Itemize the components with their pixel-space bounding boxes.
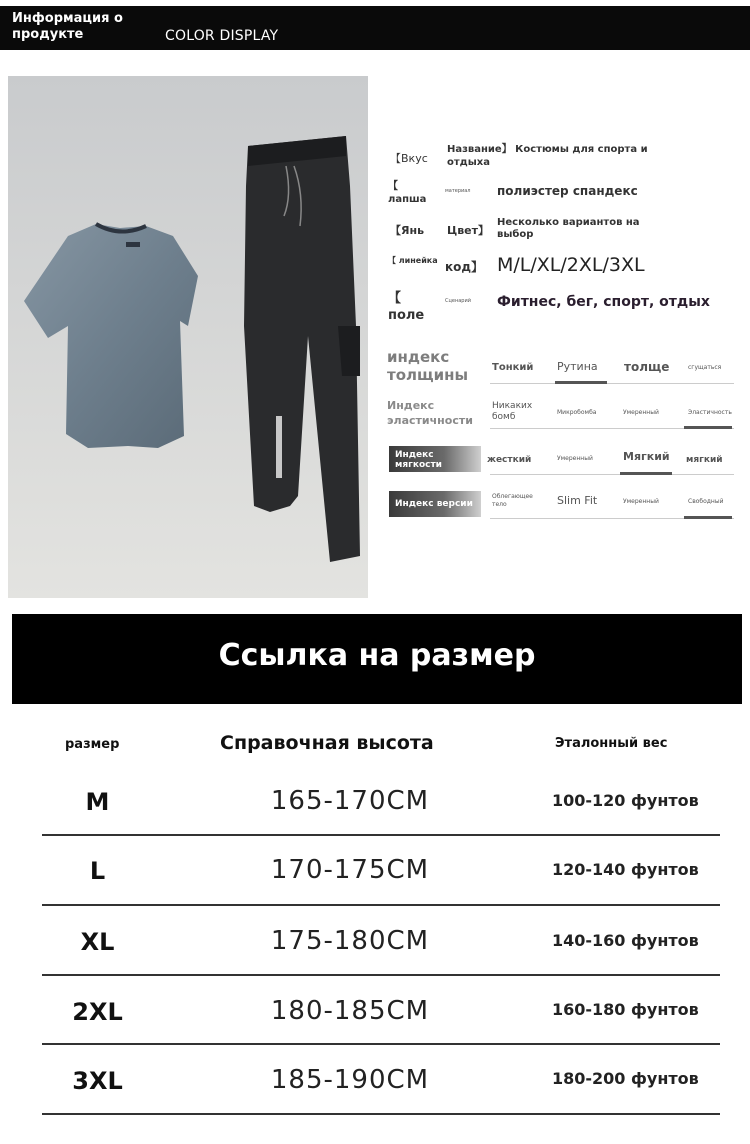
spec-row3-right: Несколько вариантов на выбор [497, 217, 640, 240]
row-weight-xl: 140-160 фунтов [552, 931, 699, 950]
size-reference-title: Ссылка на размер [218, 638, 536, 673]
row-size-xl: XL [80, 928, 115, 956]
header-title: Информация о продукте [12, 11, 123, 42]
size-reference-banner [12, 614, 742, 704]
thickness-track [490, 383, 734, 384]
row-size-l: L [89, 857, 106, 885]
spec-row5-right: Фитнес, бег, спорт, отдых [497, 294, 710, 310]
thickness-selected-bar [555, 381, 607, 384]
row-height-xl: 175-180CM [270, 926, 430, 956]
fit-opt-3: Умеренный [623, 498, 659, 505]
row-divider [42, 1043, 720, 1045]
spec-row2-right: полиэстер спандекс [497, 184, 638, 198]
thickness-opt-2: Рутина [557, 360, 598, 373]
row-size-3xl: 3XL [72, 1067, 123, 1095]
fit-opt-1: Облегающее тело [492, 493, 533, 508]
softness-selected-bar [620, 472, 672, 475]
row-size-2xl: 2XL [72, 998, 123, 1026]
spec-row2-mid: материал [445, 188, 471, 194]
spec-row5-left: 【 поле [388, 291, 425, 323]
elasticity-index-label: Индекс эластичности [387, 399, 473, 427]
header-bar [0, 6, 750, 50]
header-weight: Эталонный вес [555, 736, 668, 751]
spec-row4-right: M/L/XL/2XL/3XL [497, 254, 645, 276]
header-height: Справочная высота [220, 732, 434, 754]
spec-row4-mid: код】 [445, 260, 484, 274]
row-height-3xl: 185-190CM [270, 1065, 430, 1095]
spec-row4-left: 【 линейка [388, 256, 438, 265]
row-height-2xl: 180-185CM [270, 996, 430, 1026]
row-weight-3xl: 180-200 фунтов [552, 1069, 699, 1088]
spec-row5-mid: Сценарий [445, 298, 471, 304]
spec-row1-left: 【Вкус [390, 152, 428, 165]
elasticity-selected-bar [684, 426, 732, 429]
softness-opt-3: Мягкий [623, 450, 670, 463]
row-weight-m: 100-120 фунтов [552, 791, 699, 810]
spec-row3-mid: Цвет】 [447, 224, 490, 237]
thickness-index-label: индекс толщины [387, 348, 469, 384]
fit-opt-2: Slim Fit [557, 494, 598, 507]
row-size-m: M [85, 788, 110, 816]
elasticity-opt-1: Никаких бомб [492, 401, 533, 422]
row-height-l: 170-175CM [270, 855, 430, 885]
product-photo [8, 76, 368, 598]
fit-opt-4: Свободный [688, 498, 724, 505]
row-weight-2xl: 160-180 фунтов [552, 1000, 699, 1019]
spec-row2-left: 【 лапша [388, 181, 427, 205]
row-divider [42, 974, 720, 976]
thickness-opt-4: сгущаться [688, 364, 722, 371]
softness-opt-4: мягкий [686, 455, 723, 465]
thickness-opt-3: толще [624, 360, 670, 374]
softness-opt-2: Умеренный [557, 455, 593, 462]
softness-opt-1: жесткий [487, 455, 532, 465]
header-subtitle: COLOR DISPLAY [165, 28, 279, 44]
softness-index-label: Индекс мягкости [389, 446, 481, 472]
thickness-opt-1: Тонкий [492, 362, 534, 373]
elasticity-opt-2: Микробомба [557, 409, 597, 416]
row-divider [42, 1113, 720, 1115]
elasticity-opt-3: Умеренный [623, 409, 659, 416]
fit-selected-bar [684, 516, 732, 519]
spec-row1-right: Название】 Костюмы для спорта и отдыха [447, 144, 648, 168]
softness-track [490, 474, 734, 475]
elasticity-opt-4: Эластичность [688, 409, 732, 416]
row-height-m: 165-170CM [270, 786, 430, 816]
tracksuit-illustration [8, 76, 368, 598]
row-divider [42, 904, 720, 906]
fit-index-label: Индекс версии [389, 491, 481, 517]
row-weight-l: 120-140 фунтов [552, 860, 699, 879]
header-size: размер [65, 737, 120, 752]
row-divider [42, 834, 720, 836]
spec-row3-left: 【Янь [390, 224, 425, 237]
